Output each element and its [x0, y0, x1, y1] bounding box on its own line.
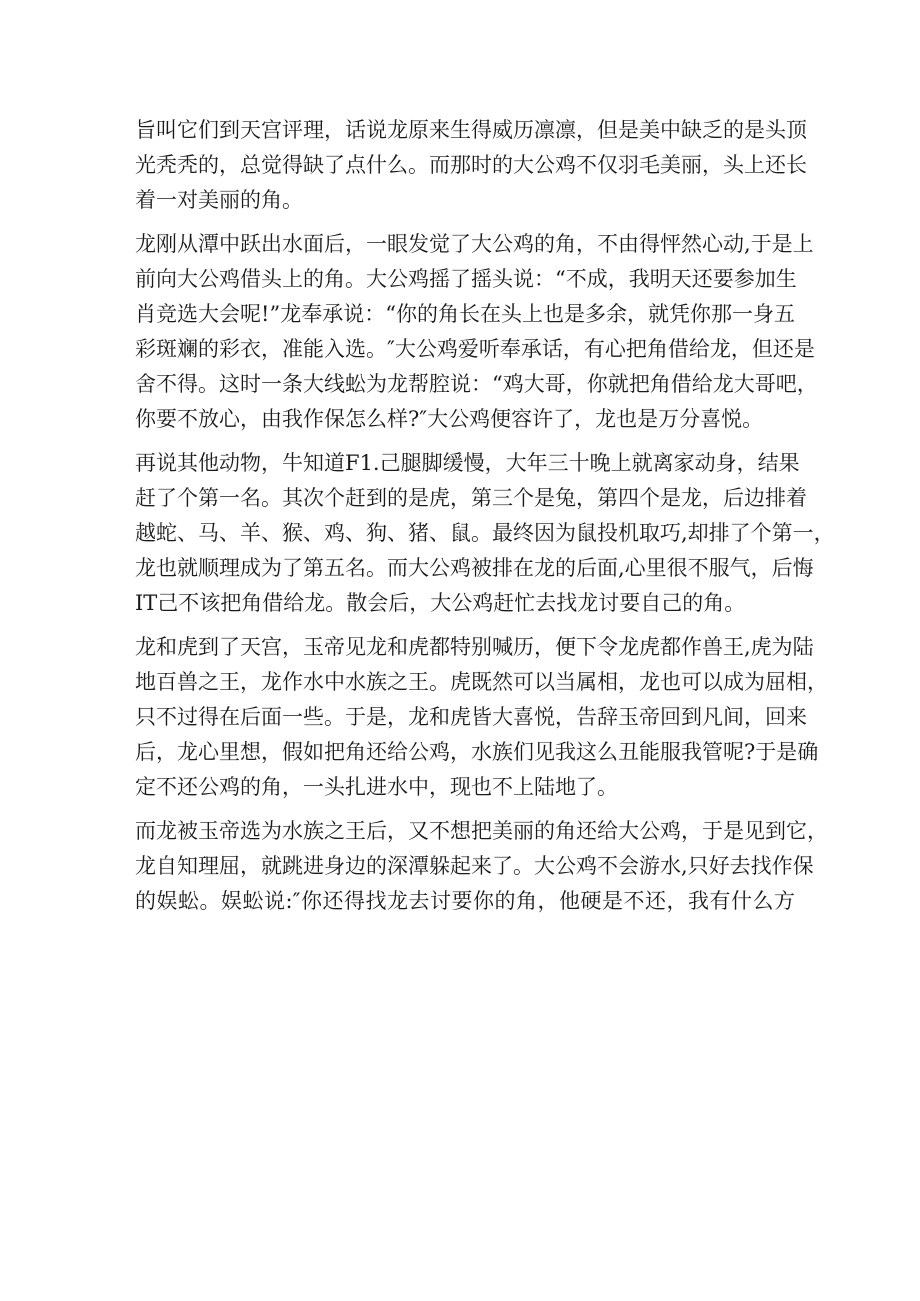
text-line: 肖竞选大会呢!”龙奉承说：“你的角长在头上也是多余，就凭你那一身五 [135, 302, 795, 326]
text-line: 舍不得。这时一条大线蚣为龙帮腔说：“鸡大哥，你就把角借给龙大哥吧， [135, 372, 818, 396]
paragraph-4 [135, 630, 828, 805]
text-line: 龙自知理屈，就跳进身边的深潭躲起来了。大公鸡不会游水,只好去找作保 [135, 854, 814, 878]
text-line: 的娱蚣。娱蚣说:″你还得找龙去讨要你的角，他硬是不还，我有什么方 [135, 889, 795, 913]
text-line: 再说其他动物，牛知道F1.己腿脚缓慢，大年三十晚上就离家动身，结果 [135, 451, 800, 475]
text-line: 龙也就顺理成为了第五名。而大公鸡被排在龙的后面,心里很不服气，后悔 [135, 556, 814, 580]
paragraph-2 [135, 227, 818, 437]
text-line: 着一对美丽的角。 [135, 188, 303, 212]
paragraph-1 [135, 113, 807, 218]
text-line: 而龙被玉帝选为水族之王后，又不想把美丽的角还给大公鸡，于是见到它， [135, 819, 828, 843]
text-line: 赶了个第一名。其次个赶到的是虎，第三个是兔，第四个是龙，后边排着 [135, 486, 807, 510]
text-line: 彩斑斓的彩衣，准能入选。″大公鸡爱听奉承话，有心把角借给龙，但还是 [135, 337, 815, 361]
text-line: 后，龙心里想，假如把角还给公鸡，水族们见我这么丑能服我管呢?于是确 [135, 740, 819, 764]
text-line: 龙刚从潭中跃出水面后，一眼发觉了大公鸡的角，不由得怦然心动,于是上 [135, 232, 814, 256]
text-line: 旨叫它们到天宫评理，话说龙原来生得威历凛凛，但是美中缺乏的是头顶 [135, 118, 807, 142]
paragraph-3 [135, 446, 835, 621]
text-line: 定不还公鸡的角，一头扎进水中，现也不上陆地了。 [135, 775, 618, 799]
text-line: 只不过得在后面一些。于是，龙和虎皆大喜悦，告辞玉帝回到凡间，回来 [135, 705, 807, 729]
text-line: 光秃秃的，总觉得缺了点什么。而那时的大公鸡不仅羽毛美丽，头上还长 [135, 153, 807, 177]
text-line: 你要不放心，由我作保怎么样?″大公鸡便容许了，龙也是万分喜悦。 [135, 407, 764, 431]
text-line: 地百兽之王，龙作水中水族之王。虎既然可以当属相，龙也可以成为屈相， [135, 670, 828, 694]
text-line: 龙和虎到了天宫，玉帝见龙和虎都特别喊历，便下令龙虎都作兽王,虎为陆 [135, 635, 814, 659]
paragraph-5 [135, 814, 828, 919]
text-line: IT己不该把角借给龙。散会后，大公鸡赶忙去找龙讨要自己的角。 [135, 591, 746, 615]
text-line: 前向大公鸡借头上的角。大公鸡摇了摇头说：“不成，我明天还要参加生 [135, 267, 797, 291]
text-line: 越蛇、马、羊、猴、鸡、狗、猪、鼠。最终因为鼠投机取巧,却排了个第一， [135, 521, 835, 545]
document-body [135, 113, 835, 928]
